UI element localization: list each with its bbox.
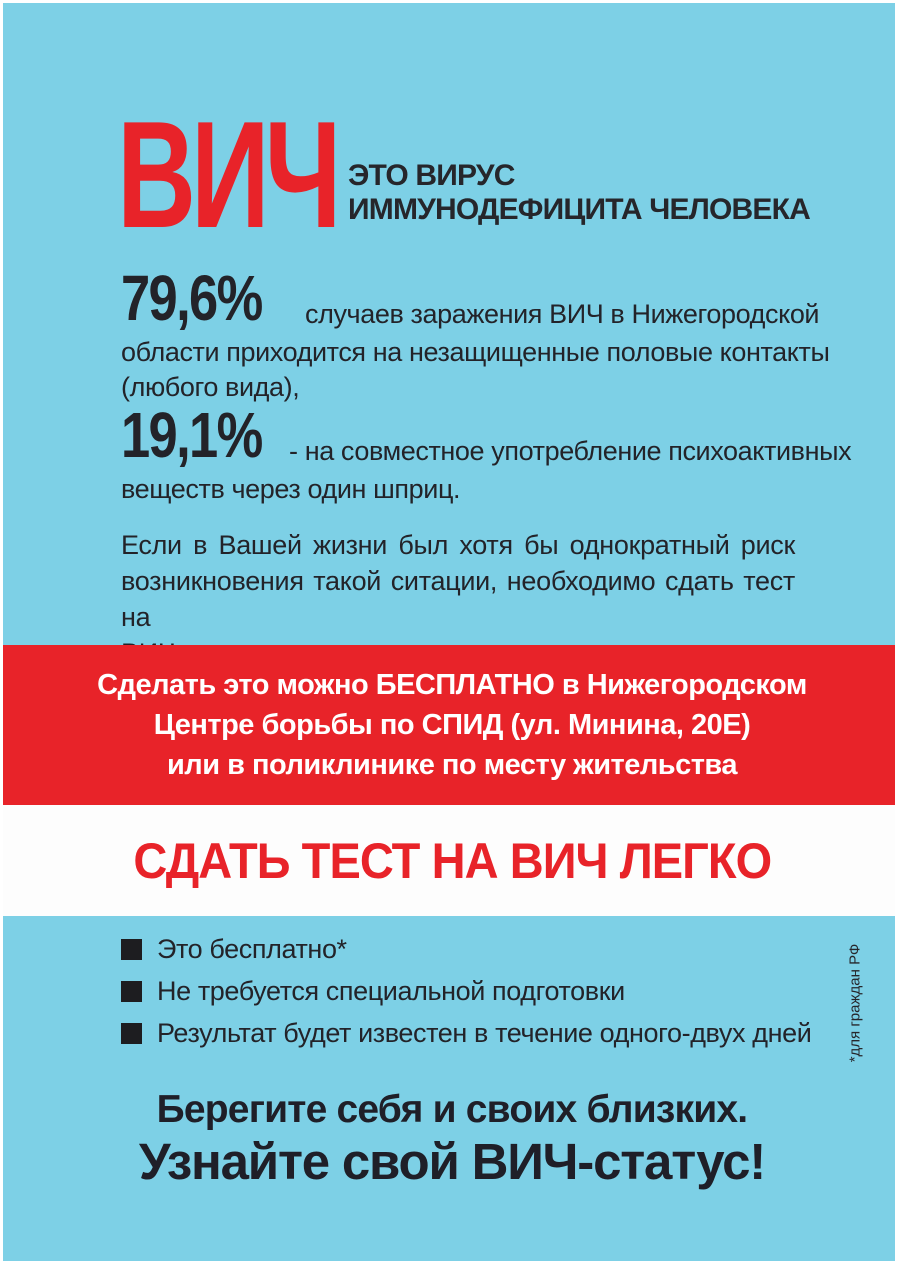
stat-inline-text: - на совместное употребление психоактивных xyxy=(289,436,852,466)
subtitle-line-1: ЭТО ВИРУС xyxy=(348,159,515,192)
stat-head xyxy=(121,399,852,472)
hiv-logo: ВИЧ xyxy=(117,90,337,260)
free-testing-banner xyxy=(3,645,898,805)
banner-line: или в поликлинике по месту жительства xyxy=(166,749,738,781)
banner-line: Центре борьбы по СПИД (ул. Минина, 20Е) xyxy=(153,709,751,741)
stat-value: 79,6% xyxy=(121,262,262,334)
stat-text-line: (любого вида), xyxy=(121,372,300,402)
closing-line-1: Берегите себя и своих близких. xyxy=(156,1088,748,1131)
risk-line: Если в Вашей жизни был хотя бы однократный риск xyxy=(121,530,795,560)
test-easy-band xyxy=(3,805,898,916)
list-item xyxy=(121,1019,811,1048)
test-easy-headline: СДАТЬ ТЕСТ НА ВИЧ ЛЕГКО xyxy=(133,832,771,889)
closing-message xyxy=(3,1087,898,1191)
stat-block-drug-transmission xyxy=(121,399,852,507)
banner-line: Сделать это можно БЕСПЛАТНО в Нижегородском xyxy=(97,669,807,701)
stat-inline-text: случаев заражения ВИЧ в Нижегородской xyxy=(305,299,820,329)
square-bullet-icon xyxy=(121,939,142,960)
stat-head xyxy=(121,262,820,335)
citizens-footnote: *для граждан РФ xyxy=(846,943,864,1063)
list-item xyxy=(121,977,811,1006)
square-bullet-icon xyxy=(121,1023,142,1044)
stat-text-line: веществ через один шприц. xyxy=(121,474,461,504)
list-item-label: Это бесплатно* xyxy=(157,934,347,964)
stat-block-sexual-transmission xyxy=(121,262,830,405)
list-item-label: Результат будет известен в течение одного-двух дней xyxy=(157,1018,812,1048)
square-bullet-icon xyxy=(121,981,142,1002)
list-item xyxy=(121,935,811,964)
poster-subtitle xyxy=(348,159,810,227)
stat-value: 19,1% xyxy=(121,399,262,471)
closing-line-2: Узнайте свой ВИЧ-статус! xyxy=(138,1133,766,1190)
stat-text-line: области приходится на незащищенные половые контакты xyxy=(121,337,830,367)
risk-line: возникновения такой ситации, необходимо сдать тест на xyxy=(121,566,795,632)
subtitle-line-2: ИММУНОДЕФИЦИТА ЧЕЛОВЕКА xyxy=(348,193,810,226)
list-item-label: Не требуется специальной подготовки xyxy=(157,976,625,1006)
benefits-list xyxy=(121,935,811,1061)
